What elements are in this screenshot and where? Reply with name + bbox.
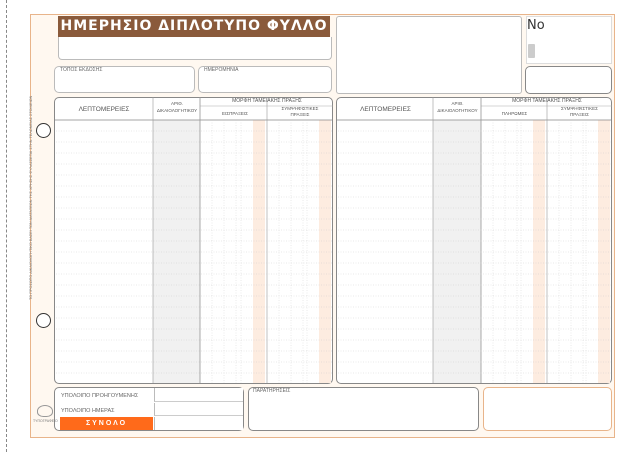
- payments-details-header: ΛΕΠΤΟΜΕΡΕΙΕΣ: [360, 106, 411, 113]
- receipts-cash-form-header: ΜΟΡΦΗ ΤΑΜΕΙΑΚΗΣ ΠΡΑΞΗΣ: [232, 98, 302, 104]
- number-label: No: [527, 18, 545, 33]
- receipts-docno-header-2: ΔΙΚΑΙΟΛΟΓΗΤΙΚΟΥ: [156, 108, 198, 113]
- day-balance-field[interactable]: [154, 403, 243, 416]
- column-shade: [153, 120, 200, 383]
- column-shade: [253, 120, 265, 383]
- publisher-mark: ΤΥΠΟΓΡΑΦΕΙΟ: [33, 419, 58, 423]
- receipts-offset-header-2: ΠΡΑΞΕΙΣ: [290, 112, 310, 117]
- column-shade: [433, 120, 481, 383]
- issue-place-label: ΤΟΠΟΣ ΕΚΔΟΣΗΣ: [60, 67, 103, 73]
- total-field[interactable]: [154, 417, 243, 430]
- column-shade: [598, 120, 610, 383]
- payments-offset-header-2: ΠΡΑΞΕΙΣ: [570, 112, 589, 117]
- publisher-logo-icon: [37, 405, 53, 417]
- date-label: ΗΜΕΡΟΜΗΝΙΑ: [204, 67, 239, 73]
- payments-offset-header-1: ΣΥΜΨΗΦΙΣΤΙΚΕΣ: [561, 106, 598, 111]
- day-balance-label: ΥΠΟΛΟΙΠΟ ΗΜΕΡΑΣ: [61, 408, 115, 414]
- signature-box[interactable]: [483, 387, 612, 431]
- form-title: ΗΜΕΡΗΣΙΟ ΔΙΠΛΟΤΥΠΟ ΦΥΛΛΟ: [58, 16, 330, 37]
- side-note: ΤΟ ΠΡΟΣΩΠΟ ΔΙΚΑΙΟΛΟΓΗΤΙΚΟ ΒΑΣΕΙ ΤΩΝ ΔΙΑΤΑΞΕΩΝ ΤΗΣ ΧΡΗΣΗΣ ΦΥΛΑΣΣΕΤΑΙ ΣΤΗΝ ΤΕΛΩΝΕΙΑΣ ΣΤΟΙΧΕΙΩΝ: [29, 95, 33, 300]
- receipts-docno-header-1: ΑΡΙΘ.: [170, 101, 183, 106]
- column-shade: [533, 120, 545, 383]
- prev-balance-label: ΥΠΟΛΟΙΠΟ ΠΡΟΗΓΟΥΜΕΝΗΣ: [61, 393, 139, 399]
- payments-cash-form-header: ΜΟΡΦΗ ΤΑΜΕΙΑΚΗΣ ΠΡΑΞΗΣ: [512, 98, 582, 104]
- column-shade: [319, 120, 331, 383]
- receipts-income-header: ΕΙΣΠΡΑΞΕΙΣ: [222, 111, 248, 116]
- payments-docno-header-1: ΑΡΙΘ.: [451, 101, 464, 106]
- receipts-offset-header-1: ΣΥΜΨΗΦΙΣΤΙΚΕΣ: [281, 106, 319, 111]
- receipts-details-header: ΛΕΠΤΟΜΕΡΕΙΕΣ: [78, 106, 130, 113]
- total-label: ΣΥΝΟΛΟ: [60, 417, 153, 430]
- prev-balance-field[interactable]: [154, 388, 243, 402]
- payments-docno-header-2: ΔΙΚΑΙΟΛΟΓΗΤΙΚΟΥ: [437, 108, 478, 113]
- payments-outgoing-header: ΠΛΗΡΩΜΕΣ: [501, 111, 528, 116]
- remarks-label: ΠΑΡΑΤΗΡΗΣΕΙΣ: [253, 388, 291, 394]
